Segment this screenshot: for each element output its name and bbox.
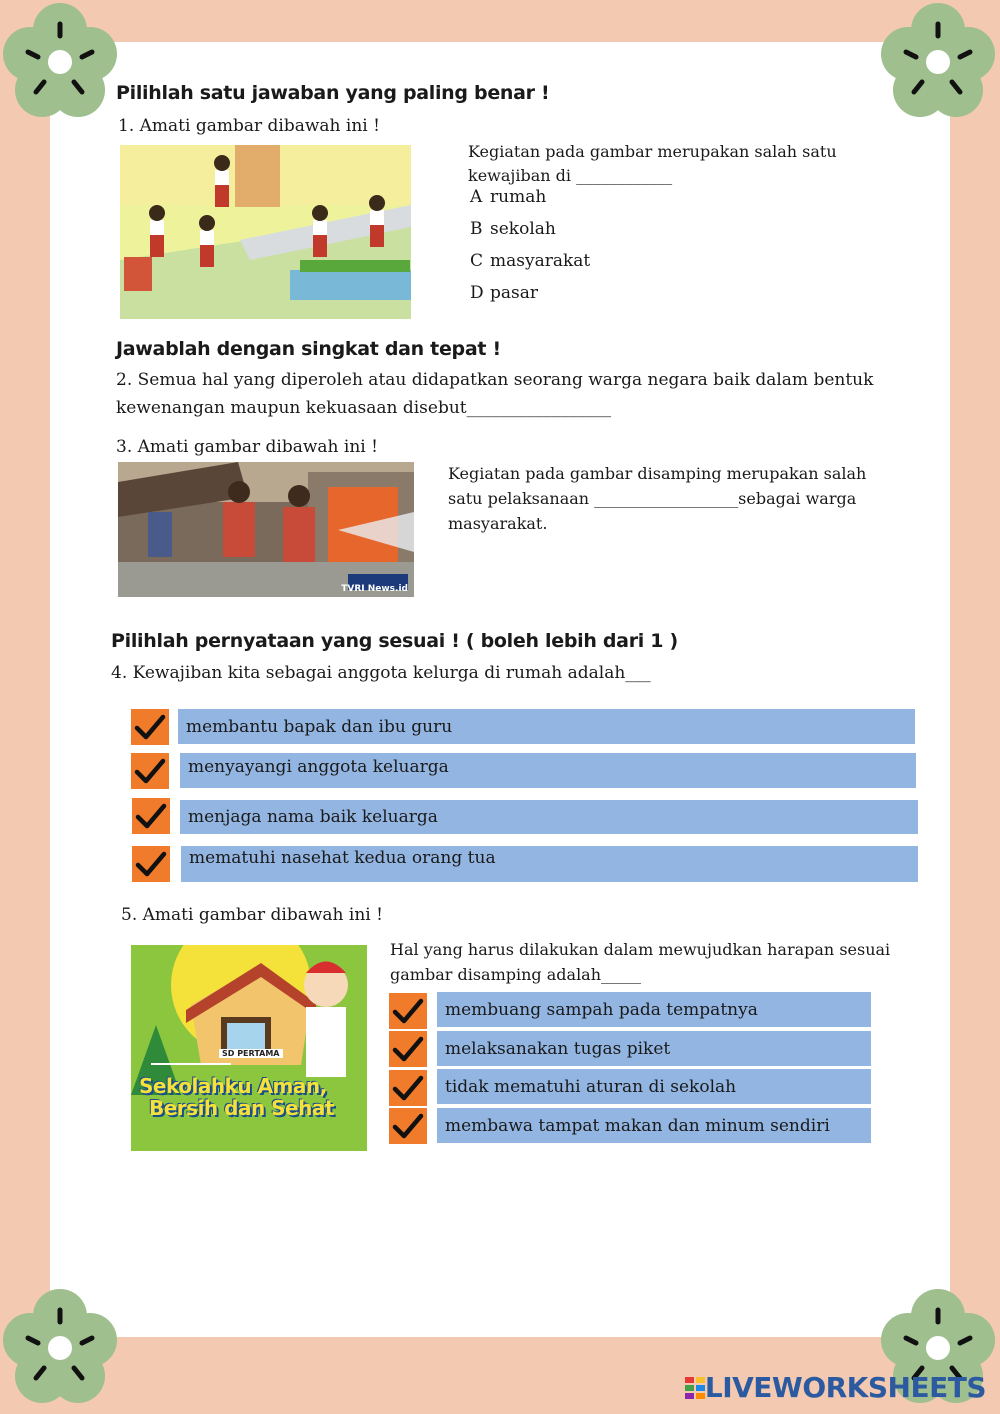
question-5-label: 5. Amati gambar dibawah ini !: [121, 905, 383, 925]
question-5-text: Hal yang harus dilakukan dalam mewujudkan harapan sesuai gambar disamping adalah_____: [390, 940, 891, 984]
checkmark-icon: [134, 712, 166, 742]
question-1-image: [120, 145, 411, 319]
flower-decoration-icon: [0, 2, 120, 122]
checkbox-checked[interactable]: [131, 753, 169, 789]
checkmark-icon: [392, 1111, 424, 1141]
checkbox-checked[interactable]: [389, 1108, 427, 1144]
checkmark-icon: [392, 1073, 424, 1103]
checkmark-icon: [392, 996, 424, 1026]
checkmark-icon: [392, 1034, 424, 1064]
poster-sign: SD PERTAMA: [219, 1049, 283, 1058]
checkbox-checked[interactable]: [389, 993, 427, 1029]
checkbox-checked[interactable]: [389, 1031, 427, 1067]
section-heading-short-answer: Jawablah dengan singkat dan tepat !: [116, 338, 501, 360]
section-heading-multiple-choice: Pilihlah satu jawaban yang paling benar !: [116, 82, 550, 104]
question-4-label: 4. Kewajiban kita sebagai anggota kelurga di rumah adalah___: [111, 663, 651, 683]
checkbox-checked[interactable]: [132, 798, 170, 834]
question-3-text: Kegiatan pada gambar disamping merupakan salah satu pelaksanaan __________________sebagai warga masyarakat.: [448, 464, 867, 533]
question-3-label: 3. Amati gambar dibawah ini !: [116, 437, 378, 457]
checkbox-checked[interactable]: [389, 1070, 427, 1106]
question-1-options: [470, 187, 590, 315]
statement-option[interactable]: melaksanakan tugas piket: [437, 1031, 871, 1066]
section-heading-statements: Pilihlah pernyataan yang sesuai ! ( boleh lebih dari 1 ): [111, 630, 678, 652]
question-1-text: Kegiatan pada gambar merupakan salah satu kewajiban di ____________: [468, 142, 837, 185]
checkmark-icon: [134, 756, 166, 786]
flower-decoration-icon: [0, 1288, 120, 1408]
checkbox-checked[interactable]: [131, 709, 169, 745]
statement-option[interactable]: menjaga nama baik keluarga: [180, 800, 918, 834]
statement-option[interactable]: membantu bapak dan ibu guru: [178, 709, 915, 744]
question-2-text: 2. Semua hal yang diperoleh atau didapatkan seorang warga negara baik dalam bentuk kewenangan maupun kekuasaan disebut_________________: [116, 370, 874, 418]
liveworksheets-icon: [685, 1377, 705, 1399]
image-caption: TVRI News.id: [341, 584, 408, 594]
statement-option[interactable]: membawa tampat makan dan minum sendiri: [437, 1108, 871, 1143]
statement-option[interactable]: menyayangi anggota keluarga: [180, 753, 916, 788]
checkbox-checked[interactable]: [132, 846, 170, 882]
option-b[interactable]: B sekolah: [470, 219, 556, 239]
question-3-image: [118, 462, 414, 597]
statement-option[interactable]: tidak mematuhi aturan di sekolah: [437, 1069, 871, 1104]
poster-title: Sekolahku Aman, Bersih dan Sehat: [139, 1074, 334, 1120]
checkmark-icon: [135, 801, 167, 831]
option-d[interactable]: D pasar: [470, 283, 539, 303]
option-a[interactable]: A rumah: [470, 187, 547, 207]
statement-option[interactable]: membuang sampah pada tempatnya: [437, 992, 871, 1027]
question-1-label: 1. Amati gambar dibawah ini !: [118, 116, 380, 136]
question-5-poster-image: [131, 945, 367, 1151]
checkmark-icon: [135, 849, 167, 879]
option-c[interactable]: C masyarakat: [470, 251, 591, 271]
statement-option[interactable]: mematuhi nasehat kedua orang tua: [181, 846, 918, 882]
liveworksheets-logo[interactable]: LIVEWORKSHEETS: [685, 1371, 986, 1404]
flower-decoration-icon: [878, 2, 998, 122]
